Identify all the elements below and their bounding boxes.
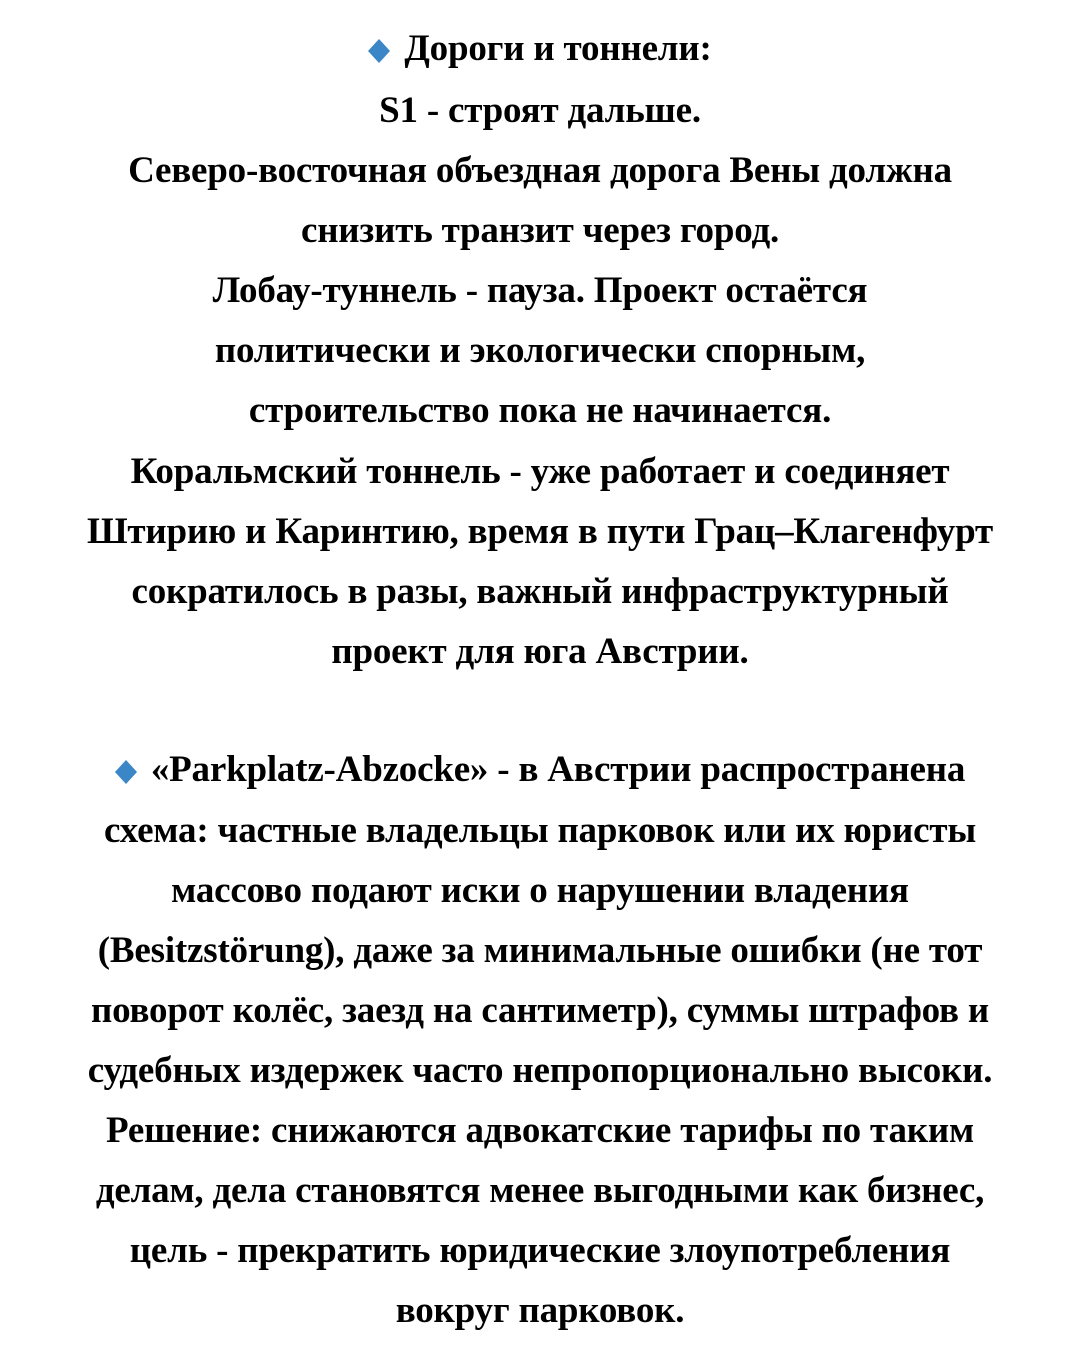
text-line: схема: частные владельцы парковок или их юристы (103, 810, 977, 851)
text-line: судебных издержек часто непропорционально высоки. (87, 1050, 993, 1091)
text-line: поворот колёс, заезд на сантиметр), суммы штрафов и (91, 990, 989, 1031)
text-line: (Besitzstörung), даже за минимальные ошибки (не тот (97, 930, 983, 971)
blue-diamond-icon (115, 760, 137, 782)
text-line: сократилось в разы, важный инфраструктурный (131, 571, 949, 612)
text-line: вокруг парковок. (395, 1290, 685, 1331)
heading-text: Дороги и тоннели: (404, 28, 712, 69)
text-line: политически и экологически спорным, (214, 330, 866, 371)
blue-diamond-icon (368, 39, 390, 61)
text-line: цель - прекратить юридические злоупотребления (129, 1230, 951, 1271)
text-line: Решение: снижаются адвокатские тарифы по таким (105, 1110, 974, 1151)
text-line: строительство пока не начинается. (248, 390, 832, 431)
text-line: Коральмский тоннель - уже работает и соединяет (130, 451, 950, 492)
text-line: проект для юга Австрии. (331, 631, 749, 672)
text-line: массово подают иски о нарушении владения (171, 870, 909, 911)
text-line: Северо-восточная объездная дорога Вены должна (128, 150, 952, 191)
text-line: Лобау-туннель - пауза. Проект остаётся (212, 270, 868, 311)
text-line: S1 - строят дальше. (379, 90, 701, 131)
text-line: делам, дела становятся менее выгодными как бизнес, (95, 1170, 985, 1211)
section-heading-parking (0, 748, 1080, 792)
section-heading-roads (0, 27, 1080, 71)
text-line: снизить транзит через город. (300, 210, 780, 251)
heading-text: «Parkplatz-Abzocke» - в Австрии распространена (150, 749, 966, 790)
text-line: Штирию и Каринтию, время в пути Грац–Клагенфурт (87, 511, 993, 552)
